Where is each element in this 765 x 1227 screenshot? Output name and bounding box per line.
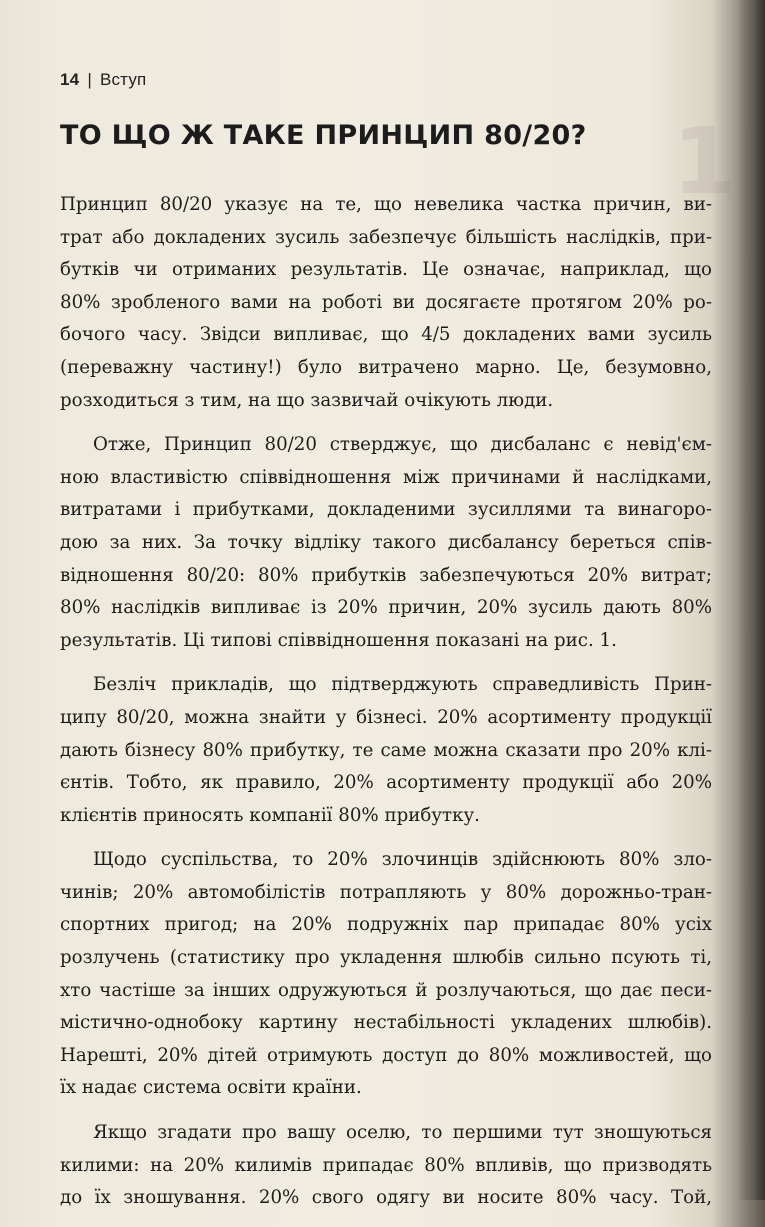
- text-line: містично-однобоку картину нестабільності укладених шлюбів).: [60, 1012, 712, 1034]
- body-text: [60, 189, 712, 1227]
- text-line: (переважну частину!) було витрачено марно. Це, безумовно,: [60, 356, 712, 378]
- paragraph: [60, 189, 712, 417]
- text-line: трат або докладених зусиль забезпечує більшість наслідків, при-: [60, 226, 712, 248]
- section-name: Вступ: [99, 70, 147, 89]
- paragraph: [60, 1117, 712, 1215]
- text-line: їх надає система освіти країни.: [60, 1077, 362, 1099]
- text-line: бутків чи отриманих результатів. Це означає, наприклад, що: [60, 259, 712, 281]
- text-line: Якщо згадати про вашу оселю, то першими тут зношуються: [93, 1122, 712, 1144]
- text-line: Отже, Принцип 80/20 стверджує, що дисбаланс є невід'єм-: [93, 434, 712, 456]
- text-line: дою за них. За точку відліку такого дисбалансу береться спів-: [60, 531, 712, 553]
- text-line: спортних пригод; на 20% подружніх пар припадає 80% усіх: [60, 914, 712, 936]
- text-line: Щодо суспільства, то 20% злочинців здійснюють 80% зло-: [93, 849, 712, 871]
- text-line: килими: на 20% килимів припадає 80% впливів, що призводять: [60, 1154, 712, 1176]
- text-line: Принцип 80/20 указує на те, що невелика частка причин, ви-: [60, 194, 712, 215]
- text-line: розходиться з тим, на що зазвичай очікують люди.: [60, 389, 554, 411]
- text-line: результатів. Ці типові співвідношення показані на рис. 1.: [60, 629, 617, 651]
- text-line: чинів; 20% автомобілістів потрапляють у 80% дорожньо-тран-: [60, 881, 712, 903]
- side-chapter-mark: 1: [672, 108, 737, 215]
- page-number: 14: [60, 70, 80, 89]
- page-edge-shadow: [737, 0, 765, 1200]
- text-line: ципу 80/20, можна знайти у бізнесі. 20% асортименту продукції: [60, 706, 712, 728]
- text-line: витратами і прибутками, докладеними зусиллями та винагоро-: [60, 499, 712, 521]
- text-line: до їх зношування. 20% свого одягу ви носите 80% часу. Той,: [60, 1187, 712, 1209]
- section-title: ТО ЩО Ж ТАКЕ ПРИНЦИП 80/20?: [60, 120, 587, 151]
- paragraph: [60, 844, 712, 1105]
- text-line: ною властивістю співвідношення між причинами й наслідками,: [60, 466, 712, 488]
- text-line: розлучень (статистику про укладення шлюбів сильно псують ті,: [60, 947, 712, 969]
- text-line: Безліч прикладів, що підтверджують справедливість Прин-: [93, 674, 712, 696]
- running-header: [60, 70, 146, 90]
- text-line: 80% наслідків випливає із 20% причин, 20% зусиль дають 80%: [60, 597, 712, 619]
- text-line: єнтів. Тобто, як правило, 20% асортименту продукції або 20%: [60, 772, 712, 794]
- text-line: відношення 80/20: 80% прибутків забезпечуються 20% витрат;: [60, 564, 712, 586]
- text-line: бочого часу. Звідси випливає, що 4/5 докладених вами зусиль: [60, 324, 712, 346]
- text-line: Нарешті, 20% дітей отримують доступ до 80% можливостей, що: [60, 1044, 712, 1066]
- text-line: хто частіше за інших одружуються й розлучаються, що дає песи-: [60, 979, 712, 1001]
- text-line: дають бізнесу 80% прибутку, те саме можна сказати про 20% клі-: [60, 739, 712, 761]
- paragraph: [60, 669, 712, 832]
- text-line: 80% зробленого вами на роботі ви досягаєте протягом 20% ро-: [60, 291, 712, 313]
- paragraph: [60, 429, 712, 657]
- header-separator: |: [87, 70, 92, 89]
- text-line: клієнтів приносять компанії 80% прибутку.: [60, 804, 480, 826]
